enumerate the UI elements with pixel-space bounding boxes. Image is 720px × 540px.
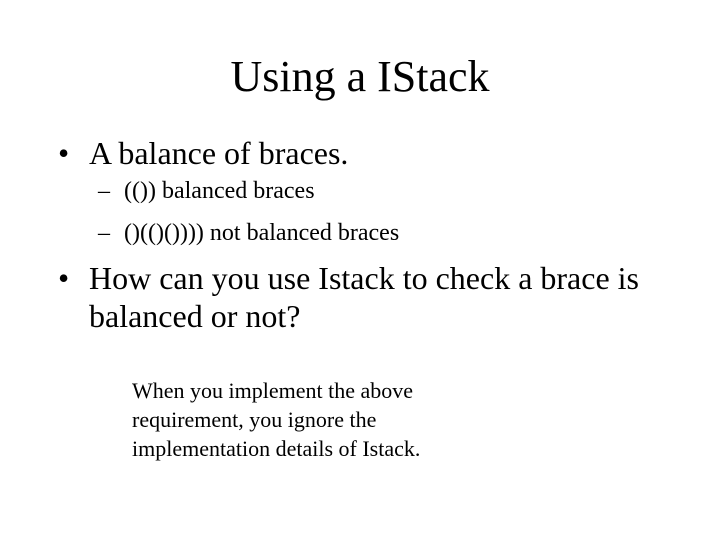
- sub-bullet-marker: –: [98, 178, 110, 204]
- slide-title: Using a IStack: [230, 52, 490, 101]
- bullet-marker: •: [58, 135, 70, 171]
- sub-bullet-marker: –: [98, 220, 110, 246]
- slide-note: When you implement the above requirement, you ignore the implementation details of Istack.: [132, 378, 421, 461]
- bullet-marker: •: [58, 260, 70, 296]
- bullet-question: How can you use Istack to check a brace is balanced or not?: [89, 260, 639, 334]
- bullet-balance-of-braces: A balance of braces.: [89, 135, 349, 171]
- sub-bullet-unbalanced-example: ()(()()))) not balanced braces: [124, 220, 400, 246]
- sub-bullet-balanced-example: (()) balanced braces: [124, 178, 315, 204]
